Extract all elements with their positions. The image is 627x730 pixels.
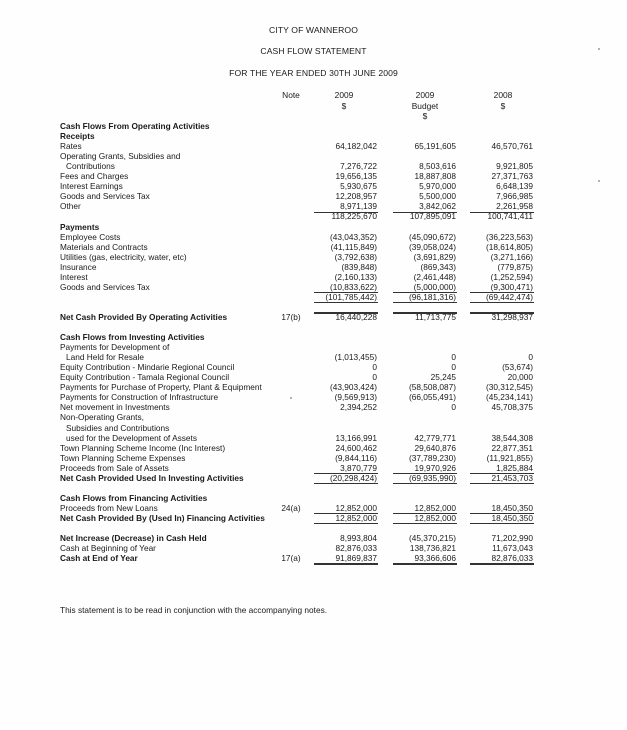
value-2008: (69,442,474) (485, 291, 533, 302)
value-2009: 0 (372, 372, 377, 383)
table-row (0, 332, 627, 342)
value-2009-budget: (66,055,491) (408, 392, 456, 403)
subtotal-rule (470, 292, 534, 293)
table-row (0, 433, 627, 443)
subtotal-rule (470, 483, 534, 484)
value-2009-budget: (96,181,316) (408, 291, 456, 302)
subtotal-rule (314, 564, 378, 565)
subtotal-rule (314, 313, 378, 314)
value-2009-budget: 0 (451, 352, 456, 363)
value-2009: (2,160,133) (334, 271, 377, 282)
value-2009: (41,115,849) (330, 241, 377, 252)
row-label: Interest (60, 271, 88, 282)
value-2009-budget: (37,789,230) (408, 452, 456, 463)
value-2009: (10,833,622) (329, 281, 377, 292)
row-label: Cash at Beginning of Year (60, 543, 156, 554)
value-2009-budget: 93,366,606 (414, 553, 456, 564)
table-row (0, 191, 627, 201)
value-2009-budget: (58,508,087) (408, 382, 456, 393)
row-label: Net Cash Provided By (Used In) Financing Activities (60, 512, 265, 523)
table-row (0, 262, 627, 272)
table-row (0, 543, 627, 553)
table-row (0, 141, 627, 151)
spacer-row (0, 483, 627, 493)
subtotal-rule (314, 513, 378, 514)
value-2008: 1,825,884 (496, 462, 533, 473)
row-label: Land Held for Resale (66, 352, 144, 363)
value-2008: (53,674) (502, 362, 533, 373)
value-2008: 11,673,043 (492, 543, 533, 554)
value-2009: 7,276,722 (340, 161, 377, 172)
row-label: Utilities (gas, electricity, water, etc) (60, 251, 187, 262)
subtotal-rule (314, 473, 378, 474)
subtotal-rule (470, 523, 534, 524)
col-header-2008-unit: $ (500, 100, 506, 111)
subtotal-rule (470, 313, 534, 314)
table-row (0, 272, 627, 282)
subtotal-rule (470, 302, 534, 303)
row-label: Subsidies and Contributions (66, 422, 170, 433)
subtotal-rule (393, 212, 457, 213)
value-2009: 12,852,000 (335, 512, 377, 523)
table-row (0, 493, 627, 503)
value-2008: 22,877,351 (491, 442, 533, 453)
value-2008: (36,223,563) (485, 231, 533, 242)
value-2008: 20,000 (507, 372, 533, 383)
value-2009: 12,852,000 (335, 502, 377, 513)
row-label: Net Increase (Decrease) in Cash Held (60, 533, 207, 544)
value-2009-budget: (2,461,448) (413, 271, 456, 282)
table-row (0, 131, 627, 141)
table-row (0, 181, 627, 191)
row-label: Equity Contribution - Tamala Regional Council (60, 372, 230, 383)
value-2009: 19,656,135 (335, 171, 377, 182)
value-2008: 38,544,308 (491, 432, 533, 443)
table-row (0, 503, 627, 513)
col-header-budget-year: 2009 (415, 90, 435, 100)
scan-speck (598, 48, 600, 50)
row-note: 24(a) (281, 502, 301, 513)
subtotal-rule (393, 473, 457, 474)
table-row (0, 242, 627, 252)
org-name: CITY OF WANNEROO (269, 25, 358, 35)
value-2009-budget: (39,058,024) (408, 241, 456, 252)
subtotal-rule (393, 513, 457, 514)
row-label: Payments for Purchase of Property, Plant & Equipment (60, 382, 262, 393)
table-row (0, 402, 627, 412)
subtotal-rule (470, 212, 534, 213)
value-2008: (1,252,594) (490, 271, 533, 282)
subtotal-rule (314, 292, 378, 293)
subtotal-rule (393, 564, 457, 565)
subtotal-rule (314, 302, 378, 303)
value-2008: (9,300,471) (490, 281, 533, 292)
table-row (0, 201, 627, 211)
statement-period: FOR THE YEAR ENDED 30TH JUNE 2009 (229, 68, 398, 78)
value-2009: 82,876,033 (335, 543, 377, 554)
col-header-budget-unit: $ (422, 111, 428, 121)
row-note: 17(a) (281, 553, 301, 564)
value-2009-budget: 0 (451, 402, 456, 413)
row-label: Cash Flows from Financing Activities (60, 492, 208, 503)
col-header-budget-label: Budget (411, 100, 439, 111)
statement-title: CASH FLOW STATEMENT (260, 46, 367, 56)
subtotal-rule (393, 523, 457, 524)
subtotal-rule (314, 212, 378, 213)
value-2008: 27,371,763 (491, 171, 533, 182)
table-row (0, 211, 627, 221)
table-row (0, 412, 627, 422)
value-2009-budget: 65,191,605 (414, 141, 456, 152)
row-label: Operating Grants, Subsidies and (60, 151, 181, 162)
row-label: used for the Development of Assets (66, 432, 197, 443)
value-2009-budget: (69,935,990) (408, 472, 456, 483)
row-label: Interest Earnings (60, 181, 123, 192)
value-2009: 3,870,779 (340, 462, 377, 473)
value-2009: (1,013,455) (334, 352, 377, 363)
value-2008: 82,876,033 (491, 553, 533, 564)
value-2009-budget: (3,691,829) (413, 251, 456, 262)
value-2009-budget: 18,887,808 (414, 171, 456, 182)
value-2009-budget: 0 (451, 362, 456, 373)
row-label: Contributions (66, 161, 115, 172)
row-label: Receipts (60, 131, 95, 142)
subtotal-rule (393, 483, 457, 484)
row-label: Town Planning Scheme Expenses (60, 452, 186, 463)
subtotal-rule (470, 513, 534, 514)
table-row (0, 222, 627, 232)
table-row (0, 282, 627, 292)
value-2009: 12,208,957 (335, 191, 377, 202)
value-2009: (3,792,638) (334, 251, 377, 262)
value-2008: 6,648,139 (496, 181, 533, 192)
value-2008: 18,450,350 (491, 502, 533, 513)
table-row (0, 392, 627, 402)
subtotal-rule (314, 523, 378, 524)
value-2009-budget: 5,970,000 (419, 181, 456, 192)
value-2009-budget: 12,852,000 (414, 512, 456, 523)
value-2009: 0 (372, 362, 377, 373)
value-2009: 8,971,139 (340, 201, 377, 212)
value-2009-budget: (5,000,000) (413, 281, 456, 292)
table-row (0, 121, 627, 131)
value-2008: (45,234,141) (485, 392, 533, 403)
row-label: Cash Flows From Operating Activities (60, 121, 210, 131)
table-row (0, 423, 627, 433)
table-row (0, 453, 627, 463)
value-2009-budget: 8,503,616 (419, 161, 456, 172)
value-2009-budget: 42,779,771 (414, 432, 456, 443)
value-2008: 9,921,805 (496, 161, 533, 172)
spacer-row (0, 322, 627, 332)
table-row (0, 292, 627, 302)
subtotal-rule (470, 473, 534, 474)
row-label: Cash at End of Year (60, 553, 138, 564)
row-label: Rates (60, 141, 82, 152)
value-2008: 100,741,411 (487, 211, 533, 222)
subtotal-rule (393, 292, 457, 293)
value-2008: (779,875) (497, 261, 533, 272)
value-2009: 2,394,252 (340, 402, 377, 413)
value-2009-budget: 138,736,821 (409, 543, 456, 554)
value-2009: (839,848) (341, 261, 377, 272)
table-row (0, 232, 627, 242)
row-label: Non-Operating Grants, (60, 412, 144, 423)
col-header-2009-budget (400, 90, 450, 122)
value-2009-budget: 3,842,062 (419, 201, 456, 212)
col-header-2008-year: 2008 (493, 90, 513, 100)
value-2009: 5,930,675 (340, 181, 377, 192)
value-2009-budget: 29,640,876 (414, 442, 456, 453)
col-header-2009-year: 2009 (334, 90, 354, 100)
spacer-row (0, 523, 627, 533)
row-label: Goods and Services Tax (60, 281, 150, 292)
spacer-row (0, 302, 627, 312)
table-row (0, 151, 627, 161)
value-2008: 31,298,937 (491, 311, 533, 322)
value-2008: 0 (528, 352, 533, 363)
row-note: 17(b) (281, 311, 301, 322)
value-2008: 71,202,990 (491, 533, 533, 544)
value-2009: (9,569,913) (334, 392, 377, 403)
row-label: Proceeds from New Loans (60, 502, 158, 513)
row-label: Proceeds from Sale of Assets (60, 462, 169, 473)
table-row (0, 342, 627, 352)
col-header-2009-unit: $ (341, 100, 347, 111)
row-label: Payments for Development of (60, 342, 170, 353)
row-label: Fees and Charges (60, 171, 129, 182)
value-2009: (9,844,116) (335, 452, 377, 463)
row-label: Town Planning Scheme Income (Inc Interest) (60, 442, 226, 453)
value-2008: 45,708,375 (491, 402, 533, 413)
table-row (0, 553, 627, 563)
value-2009-budget: 11,713,775 (415, 311, 456, 322)
value-2009: (20,298,424) (329, 472, 377, 483)
value-2009-budget: 19,970,926 (414, 462, 456, 473)
value-2009: 8,993,804 (340, 533, 377, 544)
col-header-2008 (483, 90, 523, 111)
value-2009-budget: 5,500,000 (419, 191, 456, 202)
row-label: Payments (60, 221, 100, 232)
row-label: Net Cash Provided Used In Investing Activities (60, 472, 244, 483)
col-header-note: Note (282, 90, 300, 100)
col-header-2009 (324, 90, 364, 111)
value-2008: 18,450,350 (491, 512, 533, 523)
table-row (0, 171, 627, 181)
row-label: Payments for Construction of Infrastructure (60, 392, 219, 403)
row-label: Net movement in Investments (60, 402, 170, 413)
row-label: Goods and Services Tax (60, 191, 150, 202)
value-2008: (3,271,166) (490, 251, 533, 262)
subtotal-rule (393, 302, 457, 303)
value-2008: 2,261,958 (496, 201, 533, 212)
table-row (0, 362, 627, 372)
row-label: Net Cash Provided By Operating Activities (60, 311, 228, 322)
row-label: Other (60, 201, 81, 212)
table-row (0, 382, 627, 392)
scan-speck (290, 397, 292, 399)
table-row (0, 513, 627, 523)
value-2008: 7,966,985 (496, 191, 533, 202)
table-row (0, 252, 627, 262)
value-2009: 118,225,670 (331, 211, 377, 222)
value-2008: (11,921,855) (486, 452, 533, 463)
subtotal-rule (314, 483, 378, 484)
value-2008: (30,312,545) (485, 382, 533, 393)
subtotal-rule (393, 313, 457, 314)
row-label: Materials and Contracts (60, 241, 148, 252)
value-2009-budget: 107,895,091 (409, 211, 456, 222)
value-2008: 21,453,703 (491, 472, 533, 483)
value-2009: 16,440,228 (335, 311, 377, 322)
table-row (0, 473, 627, 483)
value-2009-budget: (45,370,215) (408, 533, 456, 544)
value-2009-budget: 25,245 (430, 372, 456, 383)
row-label: Equity Contribution - Mindarie Regional Council (60, 362, 235, 373)
table-row (0, 161, 627, 171)
table-row (0, 352, 627, 362)
value-2009: 91,869,837 (335, 553, 377, 564)
table-row (0, 372, 627, 382)
value-2009-budget: (869,343) (420, 261, 456, 272)
value-2009: 64,182,042 (335, 141, 377, 152)
value-2009-budget: (45,090,672) (408, 231, 456, 242)
footer-note: This statement is to be read in conjunction with the accompanying notes. (60, 605, 328, 615)
value-2008: 46,570,761 (491, 141, 533, 152)
table-row (0, 443, 627, 453)
row-label: Insurance (60, 261, 97, 272)
value-2009-budget: 12,852,000 (414, 502, 456, 513)
value-2008: (18,614,805) (485, 241, 533, 252)
value-2009: (101,785,442) (325, 291, 377, 302)
subtotal-rule (470, 564, 534, 565)
row-label: Employee Costs (60, 231, 121, 242)
row-label: Cash Flows from Investing Activities (60, 332, 205, 343)
value-2009: 13,166,991 (335, 432, 377, 443)
table-row (0, 463, 627, 473)
value-2009: (43,903,424) (329, 382, 377, 393)
value-2009: (43,043,352) (329, 231, 377, 242)
table-row (0, 533, 627, 543)
scan-speck (598, 180, 600, 182)
value-2009: 24,600,462 (335, 442, 377, 453)
